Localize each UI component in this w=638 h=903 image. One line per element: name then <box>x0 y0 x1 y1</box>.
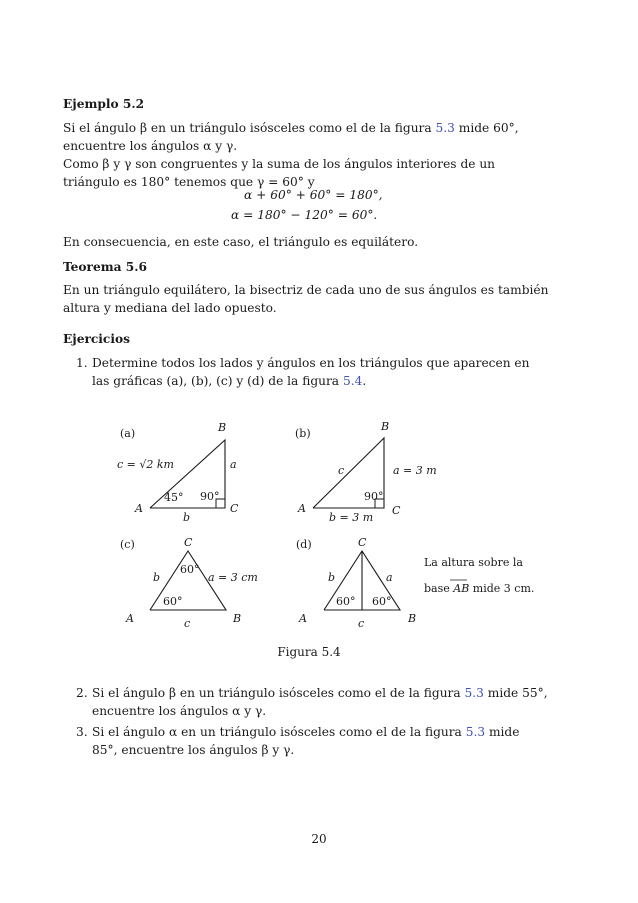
triangle-c <box>120 536 258 630</box>
figure-ref-link[interactable]: 5.4 <box>342 374 363 388</box>
figure-caption: Figura 5.4 <box>277 645 341 659</box>
vertex-B: B <box>381 420 390 433</box>
altitude-note-line-2: base AB mide 3 cm. <box>424 582 535 595</box>
figure-ref-link[interactable]: 5.3 <box>465 725 486 739</box>
vertex-C: C <box>230 502 239 515</box>
angle-C-label: 90° <box>364 490 384 503</box>
document-page: Ejemplo 5.2 Si el ángulo β en un triángulo isósceles como el de la figura 5.3 mide 60°, encuentre los ángulos α y γ. Como β y γ son congruentes y la suma de los ángulos interiores de un triángulo es 180° tenemos que γ = 60° y α + 60° + 60° = 180°, α = 180° − 120° = 60°. En consecuencia, en este caso, el triángulo es equilátero. Teorema 5.6 En un triángulo equilátero, la bisectriz de cada uno de sus ángulos es también altura y mediana del lado opuesto. Ejercicios 1. Determine todos los lados y ángulos en los triángulos que aparecen en las gráficas (a), (b), (c) y (d) de la figura 5.4. (a) B A C c = √2 km a b 45° 90° (b) B A C c a = 3 m b = 3 m 90° (c) C A B b a = 3 cm c 60° 60° (d) C A B b a c 60° 60° La altura sobre la base AB mide 3 cm. Figura 5.4 2. Si el ángulo β en un triángulo isósceles como el de la figura 5.3 mide 55°, encuentre los ángulos α y γ. 3. Si el ángulo α en un triángulo isósceles como el de la figura 5.3 mide 85°, encuentre los ángulos β y γ. 20 <box>0 0 638 903</box>
panel-b-tag: (b) <box>295 427 311 440</box>
panel-a-tag: (a) <box>120 427 136 440</box>
vertex-C: C <box>358 536 367 549</box>
triangle-d <box>296 536 534 630</box>
exercises-title: Ejercicios <box>63 332 130 346</box>
vertex-A: A <box>126 612 134 625</box>
equation-1: α + 60° + 60° = 180°, <box>244 188 383 202</box>
theorem-text: En un triángulo equilátero, la bisectriz de cada uno de sus ángulos es también altura y mediana del lado opuesto. <box>63 283 549 315</box>
side-a-label: a <box>386 571 393 584</box>
angle-A-label: 60° <box>163 595 183 608</box>
vertex-C: C <box>184 536 193 549</box>
figure-ref-link[interactable]: 5.3 <box>464 686 484 700</box>
angle-A-label: 45° <box>164 491 184 504</box>
side-c-label: c <box>184 617 191 630</box>
angle-C-label: 60° <box>180 563 200 576</box>
side-b-label: b <box>153 571 161 584</box>
vertex-B: B <box>233 612 242 625</box>
angle-A-label: 60° <box>336 595 356 608</box>
triangle-b <box>295 420 437 524</box>
side-b-label: b <box>328 571 336 584</box>
side-c-label: c <box>338 464 345 477</box>
side-a-label: a <box>230 458 237 471</box>
side-a-label: a = 3 cm <box>208 571 258 584</box>
vertex-B: B <box>218 421 227 434</box>
triangle-a <box>117 421 239 524</box>
example-paragraph-2: Como β y γ son congruentes y la suma de los ángulos interiores de un triángulo es 180° tenemos que γ = 60° y <box>63 157 496 189</box>
figure-ref-link[interactable]: 5.3 <box>435 121 455 135</box>
panel-c-tag: (c) <box>120 538 135 551</box>
side-a-label: a = 3 m <box>393 464 437 477</box>
angle-B-label: 60° <box>372 595 392 608</box>
altitude-note-line-1: La altura sobre la <box>424 556 523 569</box>
vertex-C: C <box>392 504 401 517</box>
example-conclusion: En consecuencia, en este caso, el triángulo es equilátero. <box>63 235 419 249</box>
side-b-label: b = 3 m <box>329 511 374 524</box>
vertex-A: A <box>299 612 307 625</box>
vertex-B: B <box>408 612 417 625</box>
page-number: 20 <box>311 832 327 846</box>
example-paragraph-1: Si el ángulo β en un triángulo isósceles como el de la figura 5.3 mide 60°, encuentre los ángulos α y γ. <box>63 121 519 153</box>
side-c-label: c = √2 km <box>117 458 174 471</box>
vertex-A: A <box>135 502 143 515</box>
panel-d-tag: (d) <box>296 538 312 551</box>
equation-2: α = 180° − 120° = 60°. <box>231 208 378 222</box>
angle-C-label: 90° <box>200 490 220 503</box>
vertex-A: A <box>298 502 306 515</box>
example-title: Ejemplo 5.2 <box>63 97 145 111</box>
theorem-title: Teorema 5.6 <box>63 260 147 274</box>
side-c-label: c <box>358 617 365 630</box>
side-b-label: b <box>183 511 191 524</box>
